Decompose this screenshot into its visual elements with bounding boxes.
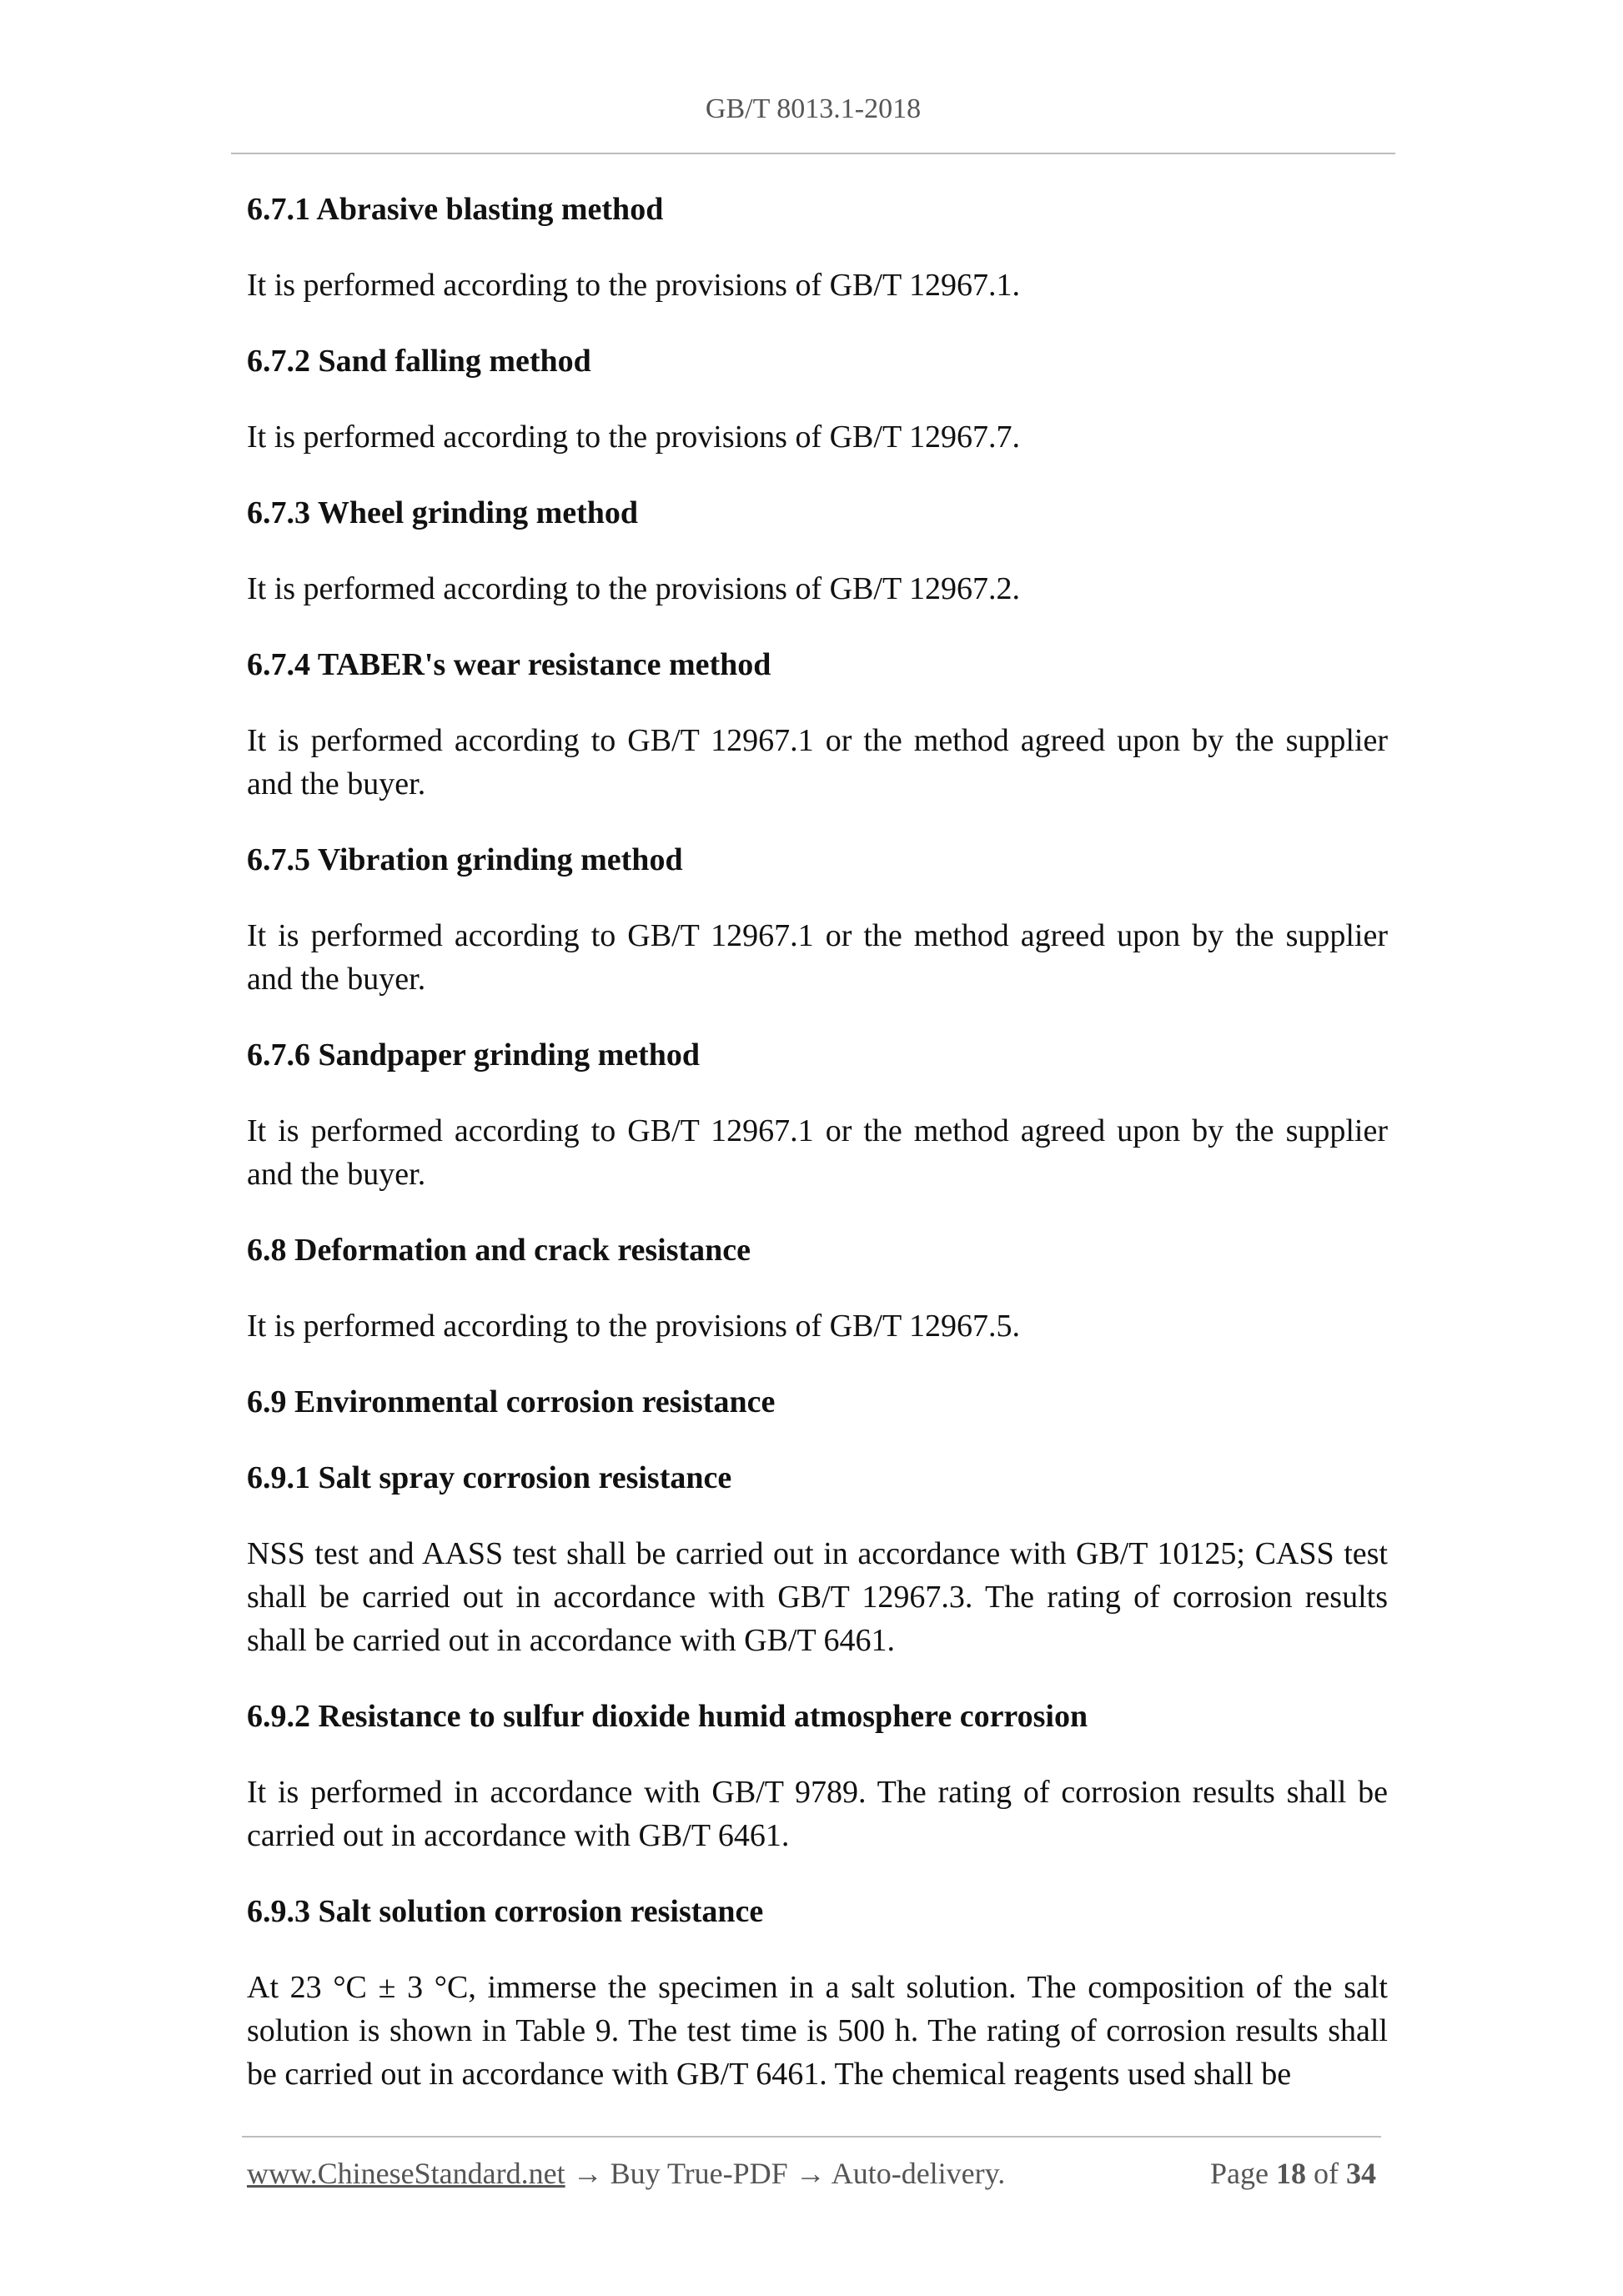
section-text-6-7-2: It is performed according to the provisions of GB/T 12967.7. — [247, 420, 1020, 455]
section-heading-6-9-3: 6.9.3 Salt solution corrosion resistance — [247, 1894, 764, 1929]
footer-divider — [242, 2136, 1381, 2138]
current-page-number: 18 — [1276, 2157, 1306, 2190]
section-text-6-9-2: It is performed in accordance with GB/T 9789. The rating of corrosion results shall be carried out in accordance with GB/T 6461. — [247, 1775, 1388, 1853]
page-label: Page — [1210, 2157, 1269, 2190]
page-counter — [1210, 2156, 1376, 2191]
of-label: of — [1314, 2157, 1339, 2190]
page-header: GB/T 8013.1-2018 — [705, 93, 922, 124]
section-text-6-7-3: It is performed according to the provisions of GB/T 12967.2. — [247, 571, 1020, 606]
auto-delivery-text: Auto-delivery. — [831, 2157, 1006, 2190]
section-heading-6-7-2: 6.7.2 Sand falling method — [247, 344, 591, 379]
section-text-6-7-1: It is performed according to the provisions of GB/T 12967.1. — [247, 268, 1020, 303]
total-page-number: 34 — [1346, 2157, 1376, 2190]
website-link[interactable]: www.ChineseStandard.net — [247, 2157, 565, 2190]
section-text-6-7-5: It is performed according to GB/T 12967.1 or the method agreed upon by the supplier and the buyer. — [247, 918, 1388, 997]
section-heading-6-7-1: 6.7.1 Abrasive blasting method — [247, 192, 664, 227]
arrow-icon: → — [572, 2157, 603, 2190]
header-divider — [231, 153, 1395, 154]
section-heading-6-9: 6.9 Environmental corrosion resistance — [247, 1384, 776, 1419]
section-heading-6-7-6: 6.7.6 Sandpaper grinding method — [247, 1037, 701, 1073]
section-heading-6-8: 6.8 Deformation and crack resistance — [247, 1233, 751, 1268]
section-text-6-8: It is performed according to the provisions of GB/T 12967.5. — [247, 1309, 1020, 1344]
section-text-6-7-4: It is performed according to GB/T 12967.1 or the method agreed upon by the supplier and the buyer. — [247, 723, 1388, 801]
section-heading-6-9-1: 6.9.1 Salt spray corrosion resistance — [247, 1460, 732, 1495]
footer-promo — [247, 2156, 1005, 2191]
section-heading-6-9-2: 6.9.2 Resistance to sulfur dioxide humid atmosphere corrosion — [247, 1699, 1088, 1734]
section-heading-6-7-3: 6.7.3 Wheel grinding method — [247, 495, 639, 530]
section-text-6-9-3: At 23 °C ± 3 °C, immerse the specimen in a salt solution. The composition of the salt solution is shown in Table 9. The test time is 500 h. The rating of corrosion results shall be carried out in accordance with GB/T 6461. The chemical reagents used shall be — [247, 1970, 1388, 2092]
arrow-icon: → — [795, 2157, 826, 2190]
document-body — [247, 188, 1388, 2128]
buy-true-pdf-text: Buy True-PDF — [610, 2157, 788, 2190]
section-heading-6-7-4: 6.7.4 TABER's wear resistance method — [247, 647, 771, 682]
section-heading-6-7-5: 6.7.5 Vibration grinding method — [247, 842, 683, 877]
section-text-6-7-6: It is performed according to GB/T 12967.1 or the method agreed upon by the supplier and the buyer. — [247, 1113, 1388, 1192]
section-text-6-9-1: NSS test and AASS test shall be carried out in accordance with GB/T 10125; CASS test shall be carried out in accordance with GB/T 12967.3. The rating of corrosion results shall be carried out in accordance with GB/T 6461. — [247, 1536, 1388, 1658]
